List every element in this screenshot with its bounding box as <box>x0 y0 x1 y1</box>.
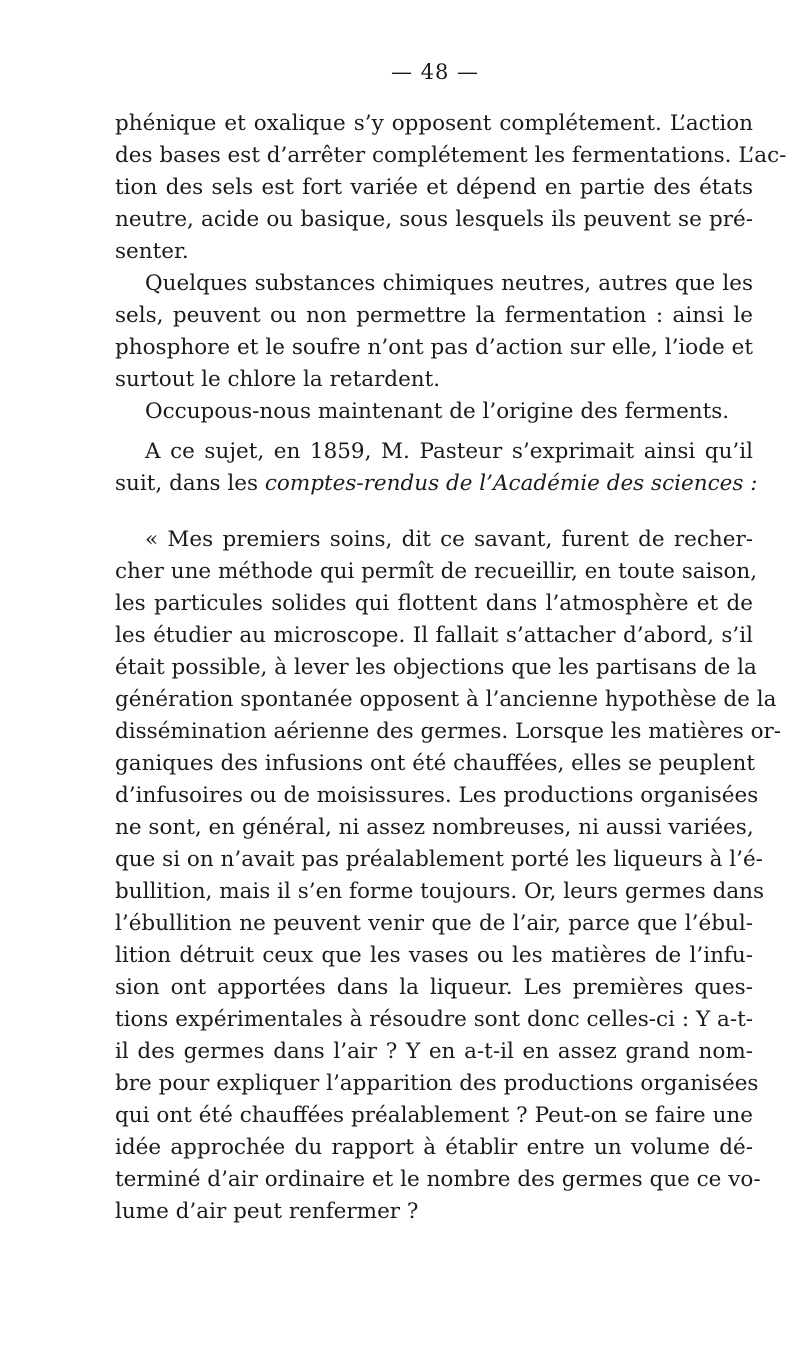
text-line: tion des sels est fort variée et dépend en partie des états <box>115 175 753 200</box>
text-line: senter. <box>115 239 189 264</box>
text-line: que si on n’avait pas préalablement porté les liqueurs à l’é- <box>115 847 763 872</box>
text-line: dissémination aérienne des germes. Lorsque les matières or- <box>115 719 782 744</box>
text-line: d’infusoires ou de moisissures. Les productions organisées <box>115 783 759 808</box>
text-line: l’ébullition ne peuvent venir que de l’air, parce que l’ébul- <box>115 911 753 936</box>
text-line: bre pour expliquer l’apparition des productions organisées <box>115 1071 759 1096</box>
text-span: suit, dans les <box>115 471 258 496</box>
text-line <box>115 468 758 500</box>
text-line: terminé d’air ordinaire et le nombre des germes que ce vo- <box>115 1167 761 1192</box>
text-line: cher une méthode qui permît de recueillir, en toute saison, <box>115 559 758 584</box>
text-line: les étudier au microscope. Il fallait s’attacher d’abord, s’il <box>115 623 753 648</box>
text-line: sion ont apportées dans la liqueur. Les premières ques- <box>115 975 753 1000</box>
text-line: « Mes premiers soins, dit ce savant, furent de recher- <box>145 527 753 552</box>
text-line: il des germes dans l’air ? Y en a-t-il en assez grand nom- <box>115 1039 753 1064</box>
text-line: génération spontanée opposent à l’ancienne hypothèse de la <box>115 687 777 712</box>
text-line: phosphore et le soufre n’ont pas d’action sur elle, l’iode et <box>115 335 753 360</box>
text-line: idée approchée du rapport à établir entre un volume dé- <box>115 1135 753 1160</box>
page-number: — 48 — <box>390 60 480 84</box>
text-line: lition détruit ceux que les vases ou les matières de l’infu- <box>115 943 753 968</box>
text-line: Occupous-nous maintenant de l’origine des ferments. <box>145 399 730 424</box>
text-line: ne sont, en général, ni assez nombreuses, ni aussi variées, <box>115 815 754 840</box>
text-line: A ce sujet, en 1859, M. Pasteur s’exprimait ainsi qu’il <box>145 439 753 464</box>
text-line: était possible, à lever les objections que les partisans de la <box>115 655 757 680</box>
text-line: surtout le chlore la retardent. <box>115 367 441 392</box>
text-line: des bases est d’arrêter complétement les fermentations. L’ac- <box>115 143 787 168</box>
text-line: neutre, acide ou basique, sous lesquels ils peuvent se pré- <box>115 207 753 232</box>
text-line: ganiques des infusions ont été chauffées, elles se peuplent <box>115 751 755 776</box>
text-line: tions expérimentales à résoudre sont donc celles-ci : Y a-t- <box>115 1007 753 1032</box>
text-line: qui ont été chauffées préalablement ? Peut-on se faire une <box>115 1103 753 1128</box>
publication-title: comptes-rendus de l’Académie des sciences : <box>264 471 758 496</box>
text-line: lume d’air peut renfermer ? <box>115 1199 419 1224</box>
text-line: Quelques substances chimiques neutres, autres que les <box>145 271 753 296</box>
text-line: sels, peuvent ou non permettre la fermentation : ainsi le <box>115 303 753 328</box>
text-line: bullition, mais il s’en forme toujours. Or, leurs germes dans <box>115 879 765 904</box>
text-line: phénique et oxalique s’y opposent complétement. L’action <box>115 111 753 136</box>
text-line: les particules solides qui flottent dans l’atmosphère et de <box>115 591 753 616</box>
